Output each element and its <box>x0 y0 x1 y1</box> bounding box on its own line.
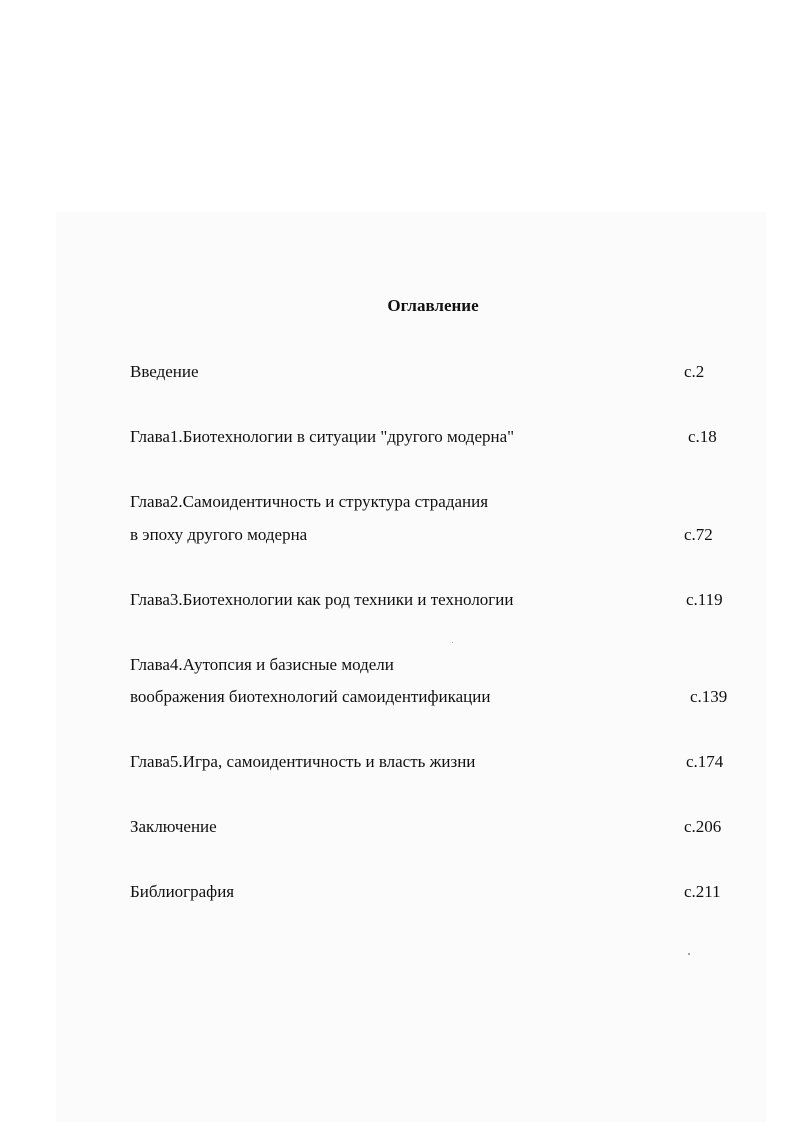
toc-entry-bibliography-label: Библиография <box>130 882 235 901</box>
scan-speck <box>452 642 453 643</box>
toc-entry-chapter4-page: с.139 <box>690 687 728 706</box>
toc-entry-chapter2-page: с.72 <box>684 525 713 544</box>
scan-speck <box>688 953 690 955</box>
toc-entry-conclusion-page: с.206 <box>684 817 722 836</box>
toc-entry-chapter1-page: с.18 <box>688 427 717 446</box>
toc-entry-chapter2-label-line2: в эпоху другого модерна <box>130 525 308 544</box>
toc-entry-chapter4-label-line2: воображения биотехнологий самоидентификации <box>130 687 491 706</box>
toc-entry-conclusion-label: Заключение <box>130 817 217 836</box>
toc-entry-chapter2-label-line1: Глава2.Самоидентичность и структура страдания <box>130 492 489 511</box>
toc-entry-bibliography-page: с.211 <box>684 882 721 901</box>
toc-entry-chapter3-label: Глава3.Биотехнологии как род техники и технологии <box>130 590 514 609</box>
toc-entry-chapter3-page: с.119 <box>686 590 723 609</box>
toc-entry-intro-page: с.2 <box>684 362 705 381</box>
toc-entry-chapter5-label: Глава5.Игра, самоидентичность и власть жизни <box>130 752 476 771</box>
toc-entry-intro-label: Введение <box>130 362 199 381</box>
toc-entry-chapter1-label: Глава1.Биотехнологии в ситуации "другого модерна" <box>130 427 515 446</box>
toc-entry-chapter5-page: с.174 <box>686 752 724 771</box>
toc-title: Оглавление <box>387 296 479 315</box>
toc-entry-chapter4-label-line1: Глава4.Аутопсия и базисные модели <box>130 655 394 674</box>
